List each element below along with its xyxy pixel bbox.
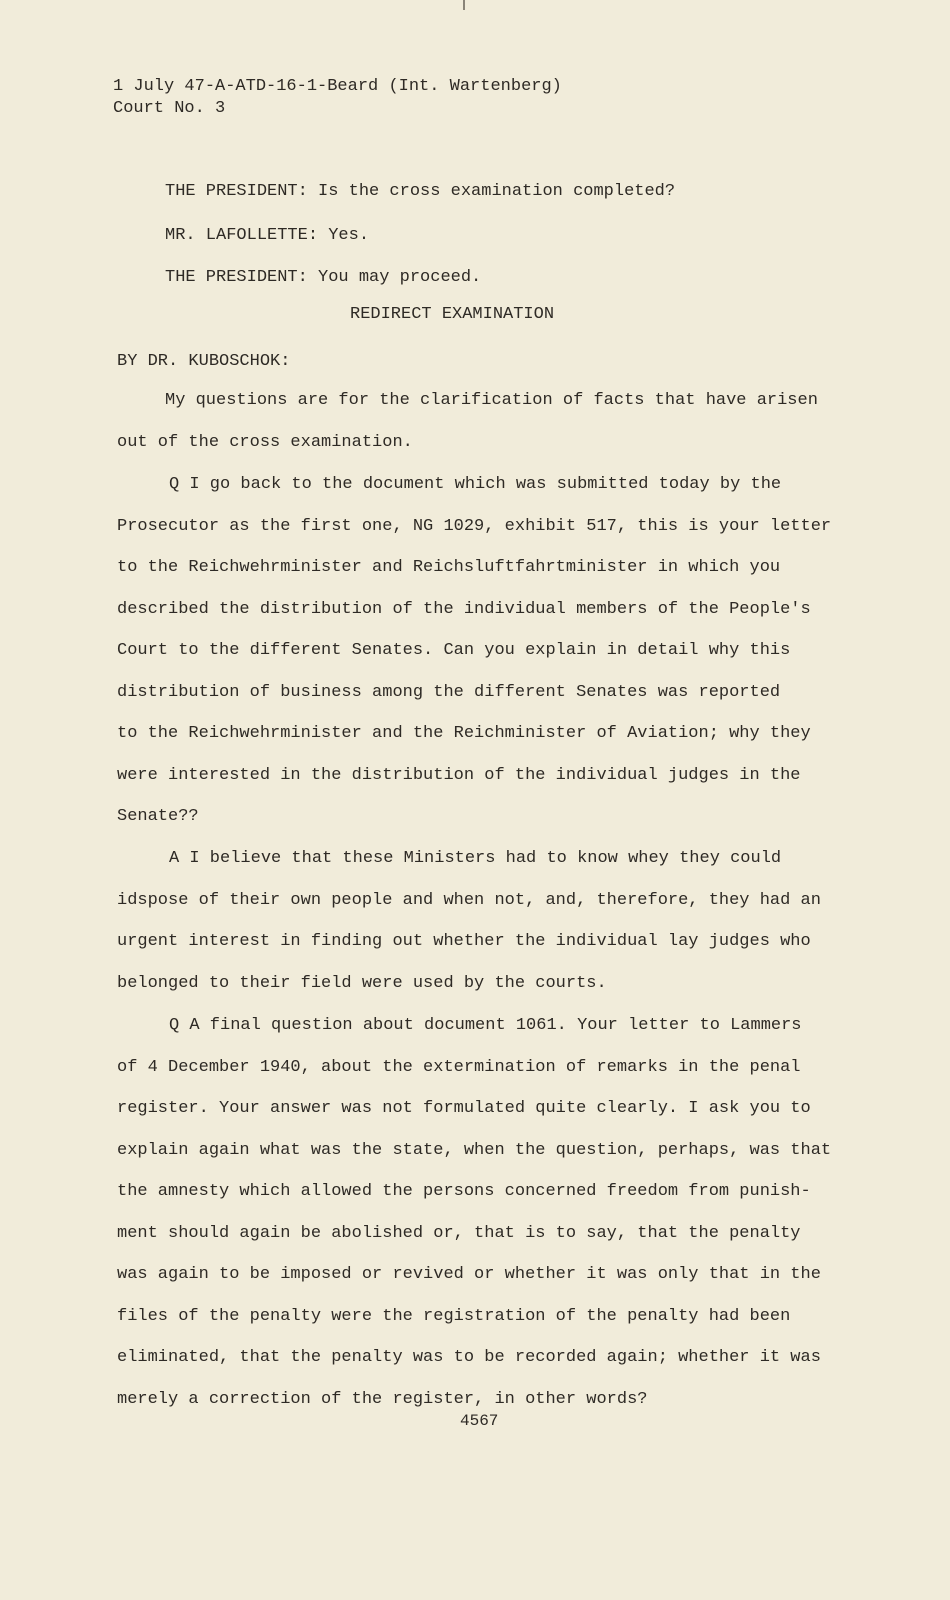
paragraph-line: Senate??: [117, 807, 199, 826]
paragraph-line: explain again what was the state, when the question, perhaps, was that: [117, 1140, 832, 1160]
section-title: REDIRECT EXAMINATION: [350, 305, 555, 324]
paragraph-line: Court to the different Senates. Can you explain in detail why this: [117, 641, 791, 660]
paragraph-line: files of the penalty were the registration of the penalty had been: [117, 1306, 791, 1326]
paragraph-2: [117, 464, 837, 838]
paragraph-4: [117, 1005, 837, 1420]
page-number: 4567: [460, 1412, 499, 1430]
examiner-line: BY DR. KUBOSCHOK:: [117, 352, 291, 371]
paragraph-line: was again to be imposed or revived or whether it was only that in the: [117, 1265, 821, 1284]
header-line-1: 1 July 47-A-ATD-16-1-Beard (Int. Wartenberg): [113, 77, 562, 96]
paragraph-line: Q A final question about document 1061. Your letter to Lammers: [169, 1016, 802, 1035]
paragraph-1: [117, 380, 837, 463]
paragraph-line: Q I go back to the document which was submitted today by the: [169, 475, 782, 494]
paragraph-line: were interested in the distribution of the individual judges in the: [117, 765, 801, 785]
exchange-line-1: THE PRESIDENT: Is the cross examination completed?: [165, 182, 676, 201]
binding-mark: [463, 0, 465, 10]
paragraph-line: to the Reichwehrminister and Reichsluftfahrtminister in which you: [117, 558, 781, 577]
exchange-line-3: THE PRESIDENT: You may proceed.: [165, 268, 482, 287]
paragraph-line: eliminated, that the penalty was to be recorded again; whether it was: [117, 1348, 821, 1367]
paragraph-line: the amnesty which allowed the persons concerned freedom from punish-: [117, 1182, 811, 1201]
paragraph-line: belonged to their field were used by the courts.: [117, 973, 607, 993]
paragraph-line: urgent interest in finding out whether the individual lay judges who: [117, 932, 811, 951]
paragraph-line: out of the cross examination.: [117, 432, 413, 452]
paragraph-line: described the distribution of the individual members of the People's: [117, 599, 811, 619]
paragraph-line: merely a correction of the register, in other words?: [117, 1389, 648, 1409]
paragraph-3: [117, 838, 837, 1004]
paragraph-line: to the Reichwehrminister and the Reichminister of Aviation; why they: [117, 724, 811, 743]
paragraph-line: ment should again be abolished or, that is to say, that the penalty: [117, 1223, 801, 1243]
paragraph-line: My questions are for the clarification of facts that have arisen: [165, 391, 818, 410]
header: [113, 76, 562, 120]
paragraph-line: register. Your answer was not formulated quite clearly. I ask you to: [117, 1099, 811, 1118]
paragraph-line: A I believe that these Ministers had to know whey they could: [169, 849, 782, 868]
paragraph-line: of 4 December 1940, about the extermination of remarks in the penal: [117, 1057, 801, 1077]
exchange-line-2: MR. LAFOLLETTE: Yes.: [165, 226, 370, 245]
header-line-2: Court No. 3: [113, 99, 226, 118]
paragraph-line: idspose of their own people and when not, and, therefore, they had an: [117, 890, 821, 910]
paragraph-line: distribution of business among the different Senates was reported: [117, 682, 781, 702]
paragraph-line: Prosecutor as the first one, NG 1029, exhibit 517, this is your letter: [117, 516, 832, 536]
